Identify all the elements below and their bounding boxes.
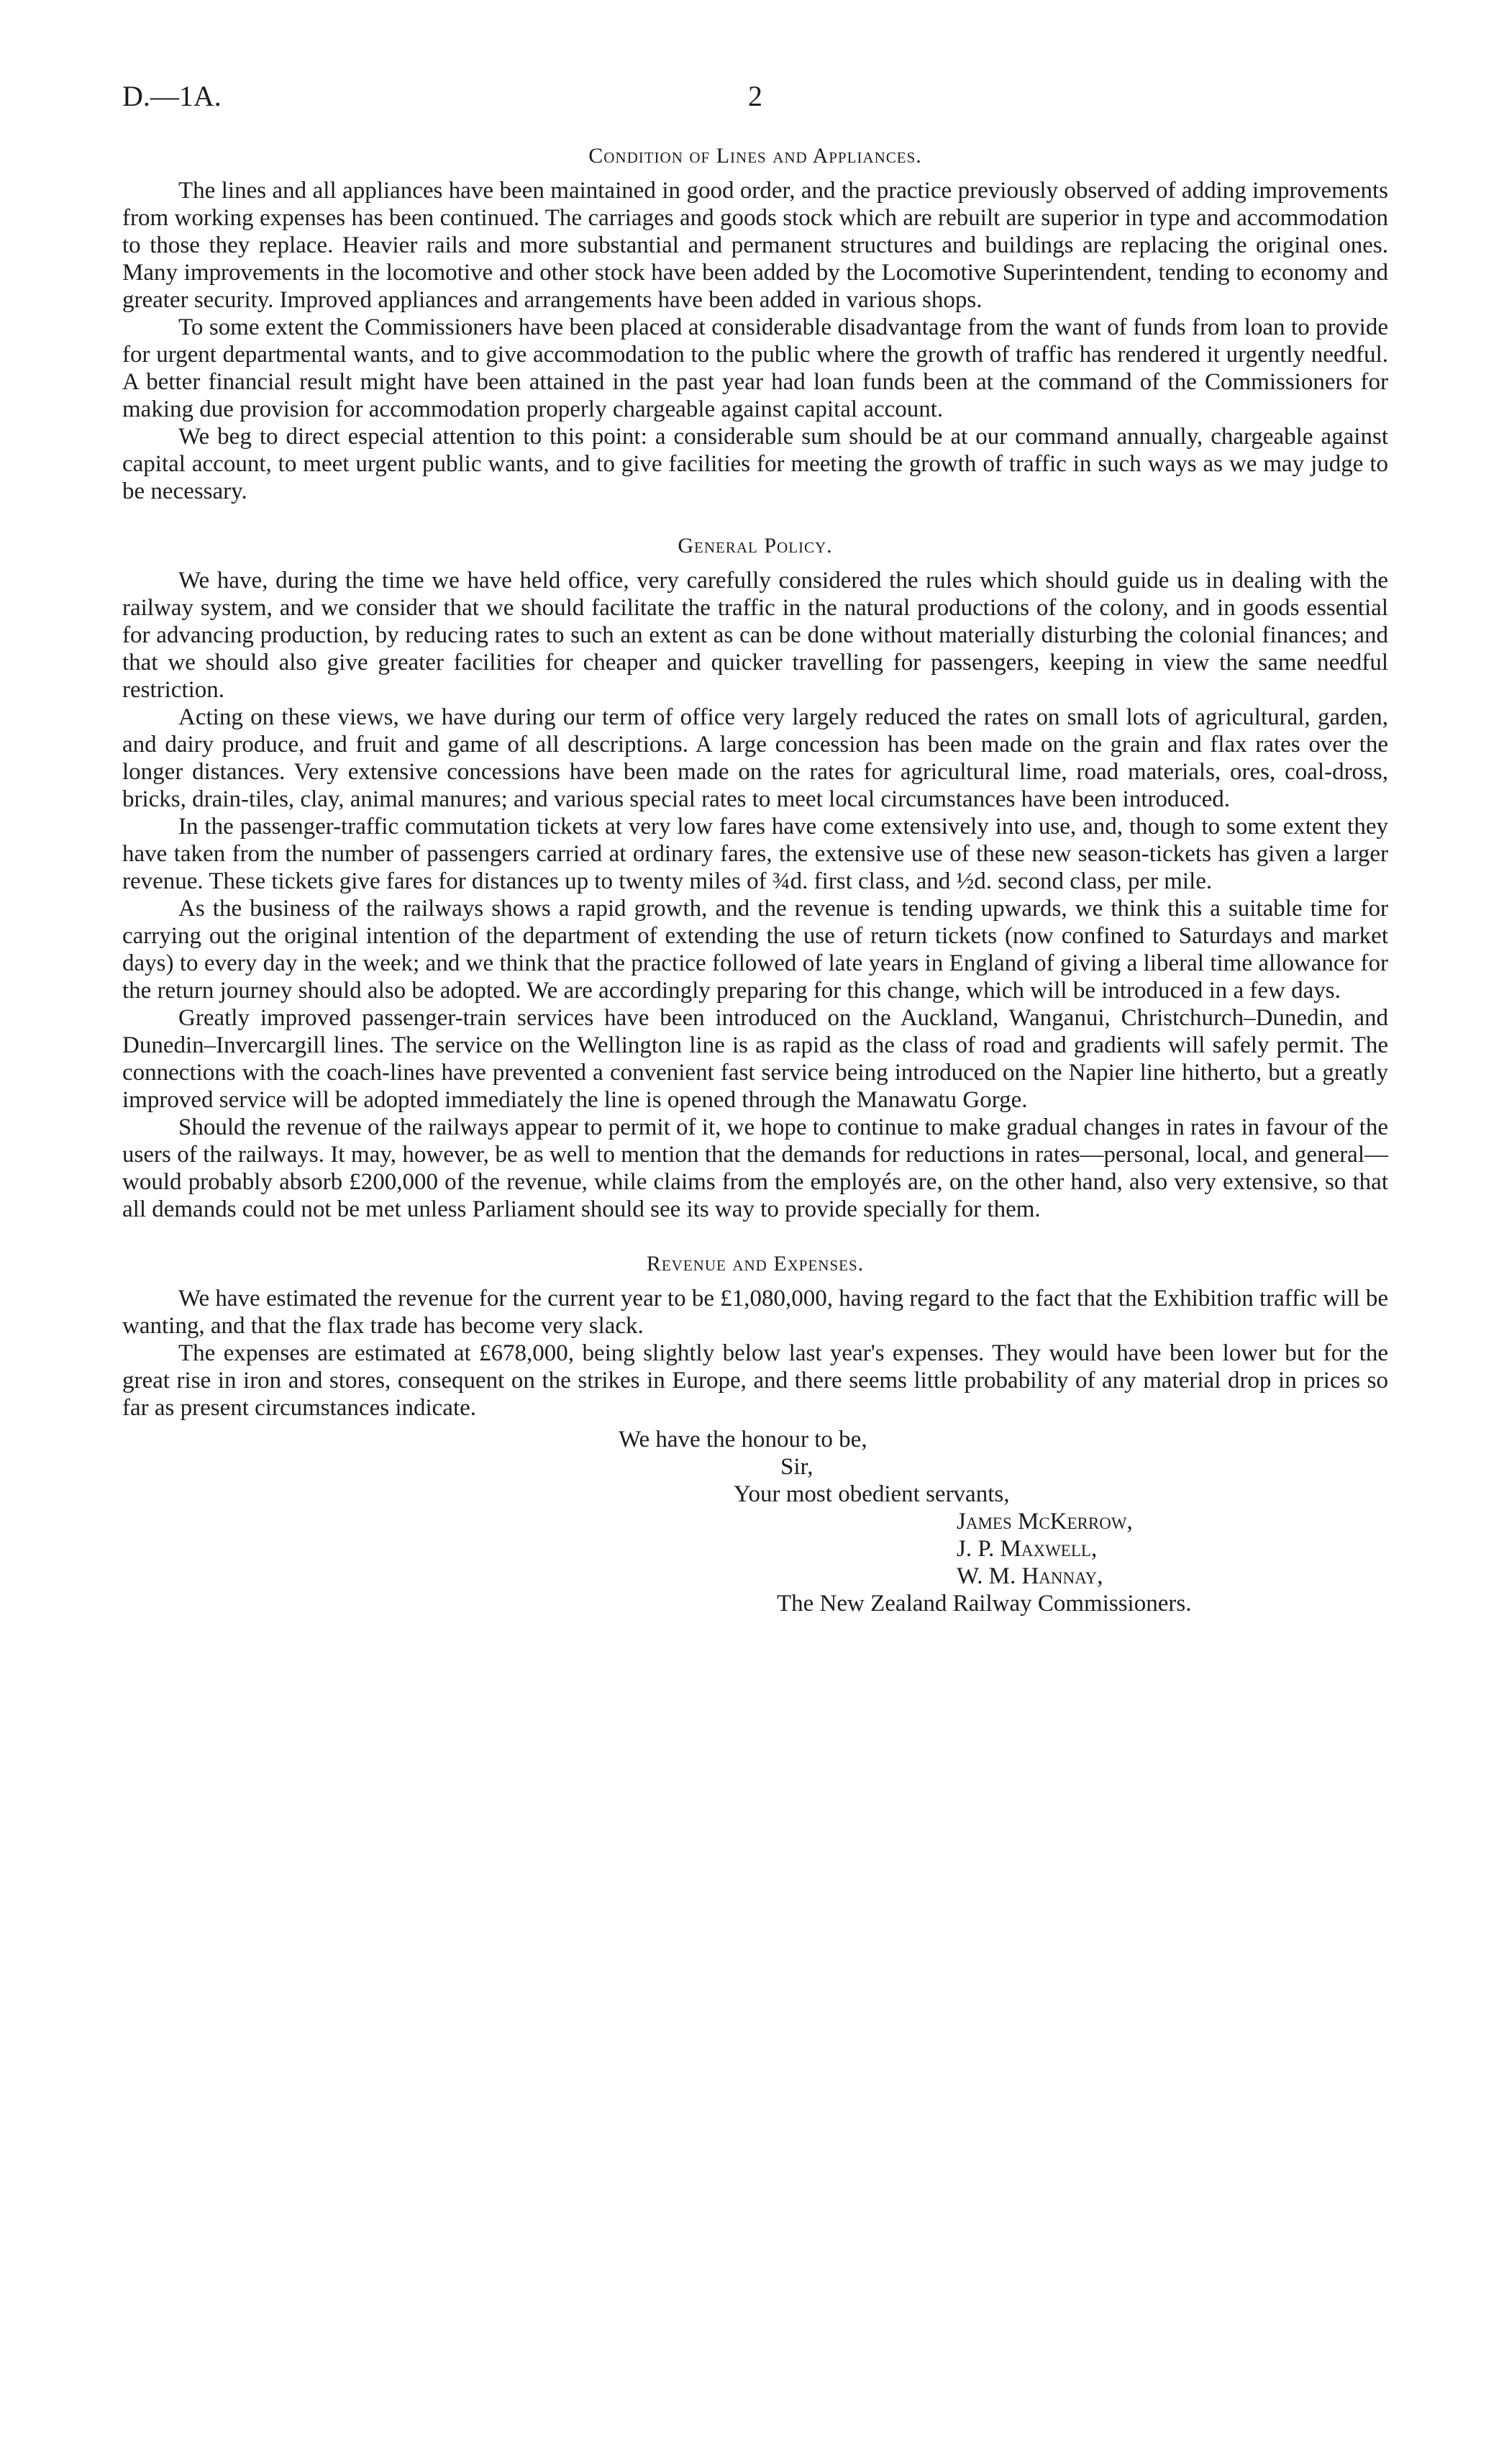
signatory-title: The New Zealand Railway Commissioners. (777, 1591, 1192, 1617)
page-number: 2 (748, 80, 762, 112)
document-reference: D.—1A. (122, 80, 222, 112)
paragraph: Acting on these views, we have during our term of office very largely reduced the rates on small lots of agricultural, garden, and dairy produce, and fruit and game of all descriptions. A large concession has been made on the grain and flax rates over the longer distances. Very extensive concessions have been made on the rates for agricultural lime, road materials, ores, coal-dross, bricks, drain-tiles, clay, animal manures; and various special rates to meet local circumstances have been introduced. (122, 704, 1388, 812)
closing-salutation: Sir, (780, 1454, 813, 1480)
paragraph: The lines and all appliances have been maintained in good order, and the practice previously observed of adding improvements from working expenses has been continued. The carriages and goods stock which are rebuilt are superior in type and accommodation to those they replace. Heavier rails and more substantial and permanent structures and buildings are replacing the original ones. Many improvements in the locomotive and other stock have been added by the Locomotive Superintendent, tending to economy and greater security. Improved appliances and arrangements have been added in various shops. (122, 178, 1388, 313)
paragraph: We have estimated the revenue for the current year to be £1,080,000, having regard to the fact that the Exhibition traffic will be wanting, and that the flax trade has become very slack. (122, 1286, 1388, 1339)
section-heading: General Policy. (678, 534, 833, 558)
paragraph: In the passenger-traffic commutation tickets at very low fares have come extensively into use, and, though to some extent they have taken from the number of passengers carried at ordinary fares, the extensive use of these new season-tickets has given a larger revenue. These tickets give fares for distances up to twenty miles of ¾d. first class, and ½d. second class, per mile. (122, 814, 1388, 894)
signatory-name: James McKerrow, (957, 1509, 1133, 1535)
paragraph: Should the revenue of the railways appear to permit of it, we hope to continue to make gradual changes in rates in favour of the users of the railways. It may, however, be as well to mention that the demands for reductions in rates—personal, local, and general—would probably absorb £200,000 of the revenue, while claims from the employés are, on the other hand, also very extensive, so that all demands could not be met unless Parliament should see its way to provide specially for them. (122, 1114, 1388, 1222)
section-revenue-expenses (122, 1252, 1388, 1422)
paragraph: As the business of the railways shows a rapid growth, and the revenue is tending upwards, we think this a suitable time for carrying out the original intention of the department of extending the use of return tickets (now confined to Saturdays and market days) to every day in the week; and we think that the practice followed of late years in England of giving a liberal time allowance for the return journey should also be adopted. We are accordingly preparing for this change, which will be introduced in a few days. (122, 896, 1388, 1004)
section-condition (122, 144, 1388, 505)
paragraph: We have, during the time we have held office, very carefully considered the rules which should guide us in dealing with the railway system, and we consider that we should facilitate the traffic in the natural productions of the colony, and in goods essential for advancing production, by reducing rates to such an extent as can be done without materially disturbing the colonial finances; and that we should also give greater facilities for cheaper and quicker travelling for passengers, keeping in view the same needful restriction. (122, 568, 1388, 703)
closing-line: We have the honour to be, (619, 1427, 867, 1453)
signatory-name: W. M. Hannay, (957, 1563, 1103, 1589)
signatory-name: J. P. Maxwell, (957, 1536, 1098, 1562)
closing-line: Your most obedient servants, (734, 1481, 1010, 1507)
section-heading: Revenue and Expenses. (646, 1252, 865, 1276)
paragraph: The expenses are estimated at £678,000, being slightly below last year's expenses. They would have been lower but for the great rise in iron and stores, consequent on the strikes in Europe, and there seems little probability of any material drop in prices so far as present circumstances indicate. (122, 1340, 1388, 1421)
closing-block (122, 1426, 1388, 1617)
section-heading: Condition of Lines and Appliances. (588, 144, 922, 168)
paragraph: We beg to direct especial attention to this point: a considerable sum should be at our command annually, chargeable against capital account, to meet urgent public wants, and to give facilities for meeting the growth of traffic in such ways as we may judge to be necessary. (122, 424, 1388, 504)
section-general-policy (122, 534, 1388, 1223)
document-page (122, 79, 1388, 1617)
paragraph: To some extent the Commissioners have been placed at considerable disadvantage from the want of funds from loan to provide for urgent departmental wants, and to give accommodation to the public where the growth of traffic has rendered it urgently needful. A better financial result might have been attained in the past year had loan funds been at the command of the Commissioners for making due provision for accommodation properly chargeable against capital account. (122, 314, 1388, 422)
paragraph: Greatly improved passenger-train services have been introduced on the Auckland, Wanganui, Christchurch–Dunedin, and Dunedin–Invercargill lines. The service on the Wellington line is as rapid as the class of road and gradients will safely permit. The connections with the coach-lines have prevented a convenient fast service being introduced on the Napier line hitherto, but a greatly improved service will be adopted immediately the line is opened through the Manawatu Gorge. (122, 1005, 1388, 1113)
page-header (122, 79, 1388, 129)
